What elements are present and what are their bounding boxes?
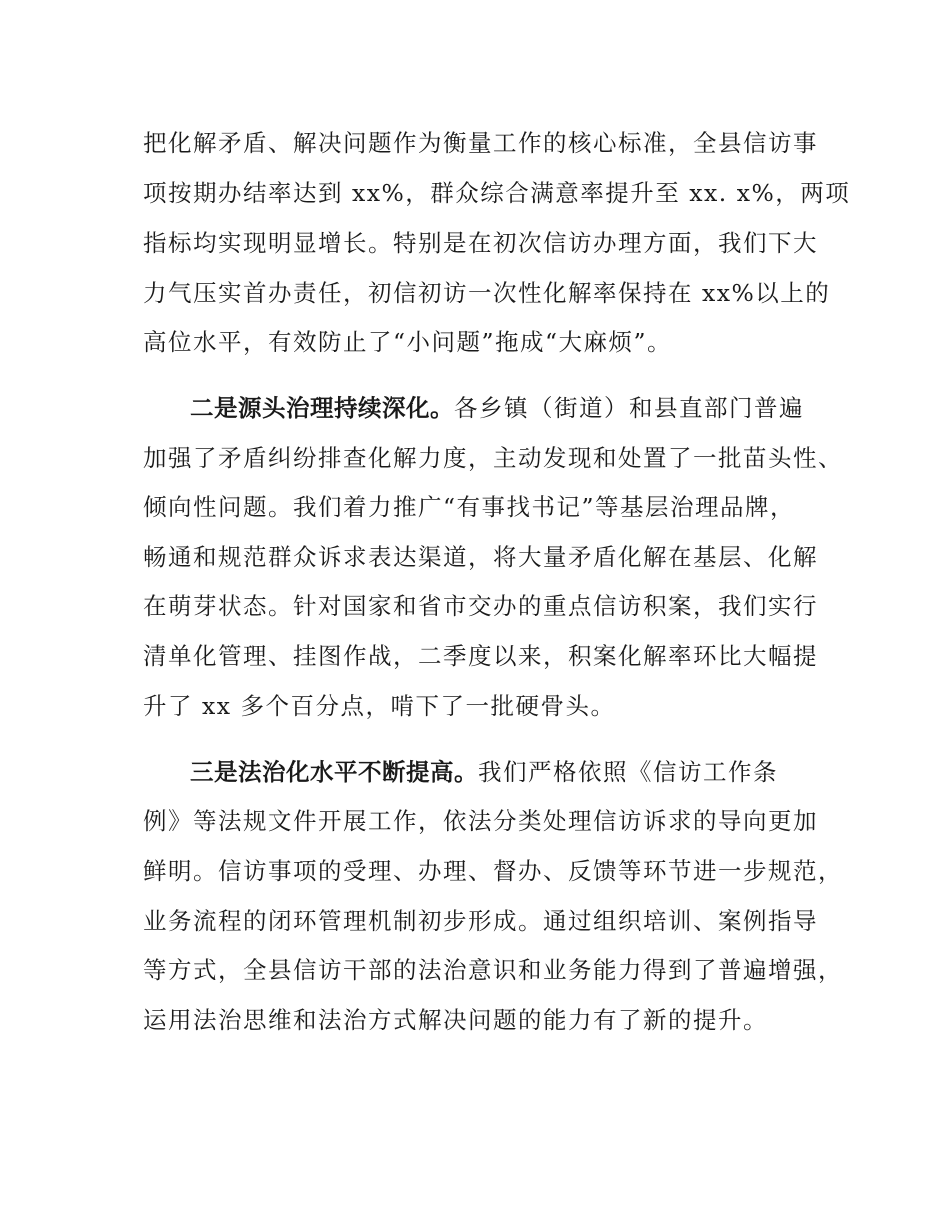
paragraph-3-line-1 <box>190 757 778 787</box>
paragraph-2-heading: 二是源头治理持续深化。 <box>190 394 454 422</box>
paragraph-2-line-7: 升了 xx 多个百分点，啃下了一批硬骨头。 <box>143 692 616 720</box>
paragraph-3-line-2: 例》等法规文件开展工作，依法分类处理信访诉求的导向更加 <box>143 807 818 835</box>
paragraph-3-line-1-text: 我们严格依照《信访工作条 <box>478 758 778 786</box>
paragraph-1-line-4: 力气压实首办责任，初信初访一次性化解率保持在 xx%以上的 <box>143 279 831 307</box>
paragraph-1-line-3: 指标均实现明显增长。特别是在初次信访办理方面，我们下大 <box>143 229 818 257</box>
paragraph-1-line-2: 项按期办结率达到 xx%，群众综合满意率提升至 xx. x%，两项 <box>143 179 851 207</box>
paragraph-3-line-3: 鲜明。信访事项的受理、办理、督办、反馈等环节进一步规范， <box>143 857 843 885</box>
paragraph-1-line-5: 高位水平，有效防止了“小问题”拖成“大麻烦”。 <box>143 328 673 356</box>
paragraph-2-line-5: 在萌芽状态。针对国家和省市交办的重点信访积案，我们实行 <box>143 592 818 620</box>
paragraph-3-line-4: 业务流程的闭环管理机制初步形成。通过组织培训、案例指导 <box>143 907 818 935</box>
paragraph-2-line-1 <box>190 393 804 423</box>
paragraph-2-line-3: 倾向性问题。我们着力推广“有事找书记”等基层治理品牌， <box>143 493 796 521</box>
paragraph-3-line-5: 等方式，全县信访干部的法治意识和业务能力得到了普遍增强， <box>143 956 843 984</box>
paragraph-2-line-6: 清单化管理、挂图作战，二季度以来，积案化解率环比大幅提 <box>143 642 818 670</box>
paragraph-1-line-1: 把化解矛盾、解决问题作为衡量工作的核心标准，全县信访事 <box>143 129 818 157</box>
paragraph-3-heading: 三是法治化水平不断提高。 <box>190 758 478 786</box>
paragraph-2-line-1-text: 各乡镇（街道）和县直部门普遍 <box>454 394 804 422</box>
paragraph-3-line-6: 运用法治思维和法治方式解决问题的能力有了新的提升。 <box>143 1006 768 1034</box>
paragraph-2-line-4: 畅通和规范群众诉求表达渠道，将大量矛盾化解在基层、化解 <box>143 543 818 571</box>
paragraph-2-line-2: 加强了矛盾纠纷排查化解力度，主动发现和处置了一批苗头性、 <box>143 444 843 472</box>
